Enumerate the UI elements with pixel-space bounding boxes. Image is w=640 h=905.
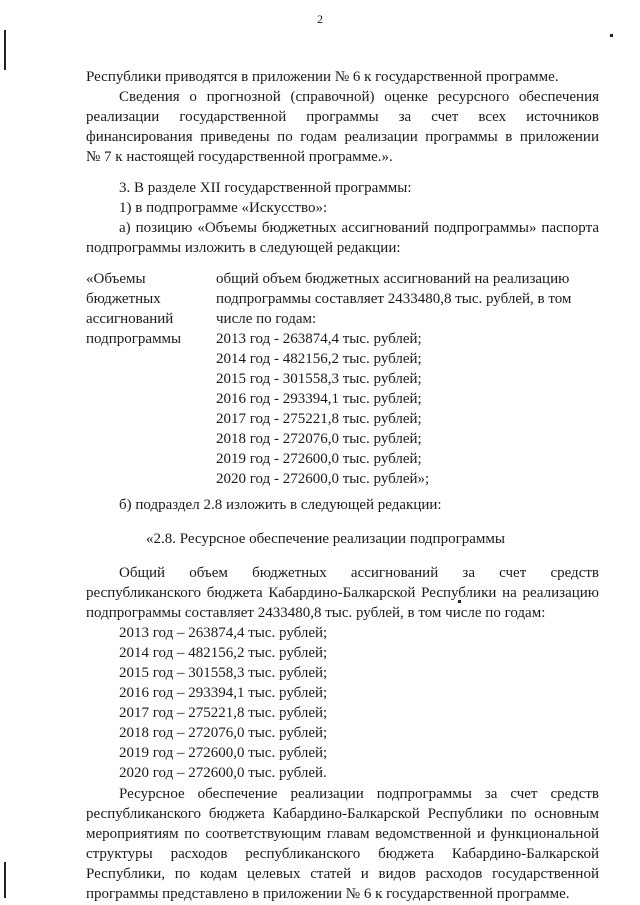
scan-mark-right	[610, 34, 613, 37]
year-line: 2016 год – 293394,1 тыс. рублей;	[119, 685, 328, 701]
section-3: 3. В разделе XII государственной программы:	[119, 180, 412, 196]
passport-year: 2015 год - 301558,3 тыс. рублей;	[216, 371, 422, 387]
intro-line: № 7 к настоящей государственной программе.».	[86, 149, 393, 165]
item-a: а) позицию «Объемы бюджетных ассигнований подпрограммы» паспорта	[119, 220, 599, 236]
year-line: 2015 год – 301558,3 тыс. рублей;	[119, 665, 328, 681]
passport-year: 2018 год - 272076,0 тыс. рублей;	[216, 431, 422, 447]
intro-line: финансирования приведены по годам реализации программы в приложении	[86, 129, 599, 145]
passport-year: 2020 год - 272600,0 тыс. рублей»;	[216, 471, 430, 487]
paragraph-line: Ресурсное обеспечение реализации подпрограммы за счет средств	[119, 786, 599, 802]
passport-label: «Объемы	[86, 271, 146, 287]
paragraph-line: структуры расходов республиканского бюджета Кабардино-Балкарской	[86, 846, 599, 862]
intro-line: реализации государственной программы за счет всех источников	[86, 109, 599, 125]
scan-mark-bottom-left	[4, 862, 6, 898]
passport-text: общий объем бюджетных ассигнований на реализацию	[216, 271, 570, 287]
paragraph-line: программы представлено в приложении № 6 к государственной программе.	[86, 886, 570, 902]
intro-line: Республики приводятся в приложении № 6 к государственной программе.	[86, 69, 559, 85]
paragraph-line: Республики, по кодам целевых статей и видов расходов государственной	[86, 866, 599, 882]
paragraph-line: республиканского бюджета Кабардино-Балкарской Республики на реализацию	[86, 585, 599, 601]
paragraph-line: республиканского бюджета Кабардино-Балкарской Республики по основным	[86, 806, 599, 822]
year-line: 2020 год – 272600,0 тыс. рублей.	[119, 765, 327, 781]
year-line: 2017 год – 275221,8 тыс. рублей;	[119, 705, 328, 721]
passport-label: ассигнований	[86, 311, 174, 327]
item-1: 1) в подпрограмме «Искусство»:	[119, 200, 328, 216]
year-line: 2018 год – 272076,0 тыс. рублей;	[119, 725, 328, 741]
intro-line: Сведения о прогнозной (справочной) оценке ресурсного обеспечения	[119, 89, 599, 105]
subsection-heading: «2.8. Ресурсное обеспечение реализации подпрограммы	[146, 531, 505, 547]
passport-label: подпрограммы	[86, 331, 182, 347]
scan-mark-left	[4, 30, 6, 70]
passport-year: 2016 год - 293394,1 тыс. рублей;	[216, 391, 422, 407]
paragraph-line: подпрограммы составляет 2433480,8 тыс. рублей, в том числе по годам:	[86, 605, 546, 621]
item-b: б) подраздел 2.8 изложить в следующей редакции:	[119, 497, 442, 513]
year-line: 2014 год – 482156,2 тыс. рублей;	[119, 645, 328, 661]
passport-year: 2019 год - 272600,0 тыс. рублей;	[216, 451, 422, 467]
year-line: 2019 год – 272600,0 тыс. рублей;	[119, 745, 328, 761]
paragraph-line: Общий объем бюджетных ассигнований за счет средств	[119, 565, 599, 581]
passport-year: 2014 год - 482156,2 тыс. рублей;	[216, 351, 422, 367]
passport-text: числе по годам:	[216, 311, 317, 327]
passport-year: 2013 год - 263874,4 тыс. рублей;	[216, 331, 422, 347]
passport-label: бюджетных	[86, 291, 161, 307]
year-line: 2013 год – 263874,4 тыс. рублей;	[119, 625, 328, 641]
paragraph-line: мероприятиям по соответствующим главам ведомственной и функциональной	[86, 826, 599, 842]
item-a: подпрограммы изложить в следующей редакции:	[86, 240, 401, 256]
passport-year: 2017 год - 275221,8 тыс. рублей;	[216, 411, 422, 427]
page-number: 2	[317, 12, 323, 26]
passport-text: подпрограммы составляет 2433480,8 тыс. рублей, в том	[216, 291, 572, 307]
